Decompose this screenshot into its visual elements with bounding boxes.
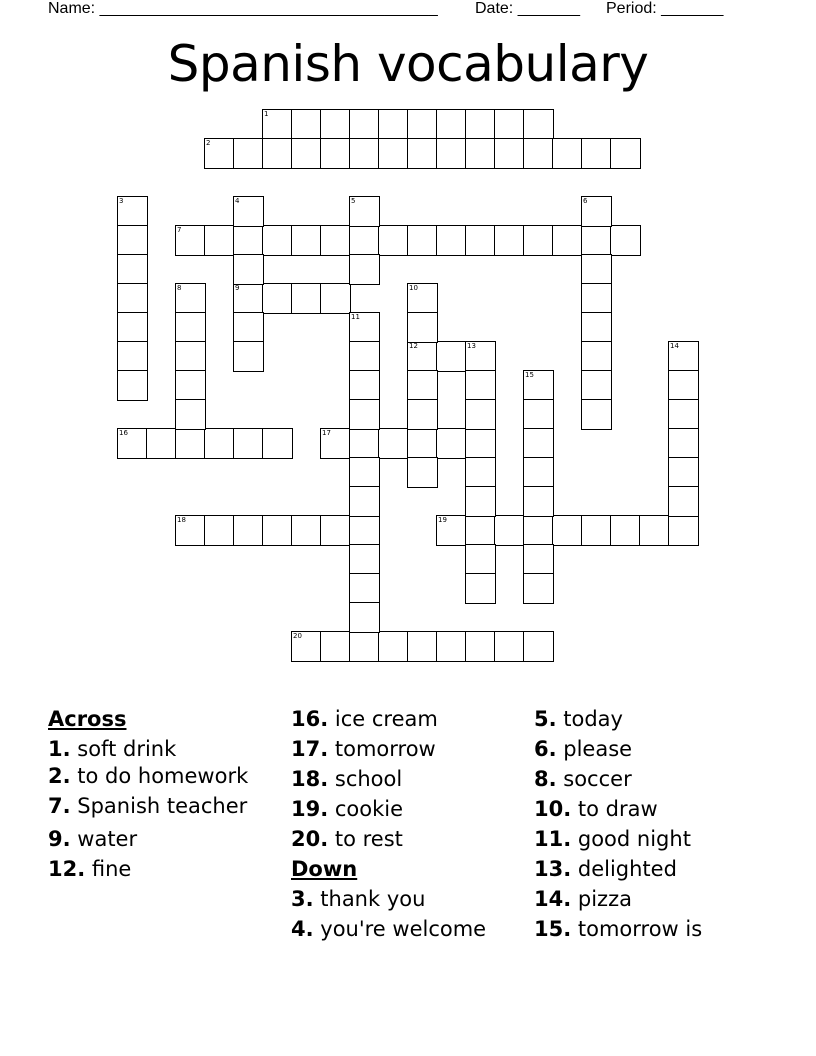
grid-cell[interactable]: [552, 138, 583, 169]
clue-item-text: soccer: [556, 767, 632, 791]
clue-item: [291, 914, 521, 944]
grid-cell[interactable]: [465, 399, 496, 430]
grid-cell[interactable]: [639, 515, 670, 546]
grid-cell[interactable]: [552, 225, 583, 256]
clue-item: [534, 884, 794, 914]
grid-cell[interactable]: [117, 254, 148, 285]
clue-item: [534, 854, 794, 884]
grid-cell[interactable]: [407, 225, 438, 256]
clue-number-label: 4: [235, 197, 240, 205]
grid-cell[interactable]: [581, 225, 612, 256]
grid-cell[interactable]: [349, 254, 380, 285]
grid-cell[interactable]: [523, 573, 554, 604]
grid-cell[interactable]: [378, 109, 409, 140]
name-field[interactable]: Name: ______________________________________: [48, 0, 438, 17]
grid-cell[interactable]: [436, 631, 467, 662]
grid-cell[interactable]: [349, 602, 380, 633]
clue-number-label: 20: [293, 632, 302, 640]
clue-item-text: good night: [571, 827, 691, 851]
grid-cell[interactable]: [581, 312, 612, 343]
grid-cell[interactable]: [204, 428, 235, 459]
grid-cell[interactable]: [465, 631, 496, 662]
grid-cell[interactable]: [175, 399, 206, 430]
clue-item: [291, 764, 521, 794]
clue-item-text: today: [556, 707, 623, 731]
grid-cell[interactable]: [349, 515, 380, 546]
grid-cell[interactable]: [465, 544, 496, 575]
clue-number-label: 10: [409, 284, 418, 292]
clue-item-text: Spanish teacher: [70, 794, 248, 818]
grid-cell[interactable]: [407, 138, 438, 169]
clue-item-number: 11.: [534, 827, 572, 851]
clue-item: [291, 734, 521, 764]
grid-cell[interactable]: [233, 312, 264, 343]
clue-item: [534, 824, 794, 854]
grid-cell[interactable]: [523, 631, 554, 662]
clue-item-text: please: [556, 737, 633, 761]
clue-item-number: 16.: [291, 707, 329, 731]
grid-cell[interactable]: [262, 283, 293, 314]
grid-cell[interactable]: [117, 225, 148, 256]
clue-item-text: to draw: [571, 797, 658, 821]
grid-cell[interactable]: [581, 138, 612, 169]
clue-item: [291, 824, 521, 854]
grid-cell[interactable]: [349, 486, 380, 517]
grid-cell[interactable]: [233, 428, 264, 459]
clues-column-1: [48, 704, 268, 884]
grid-cell[interactable]: [668, 399, 699, 430]
clue-number-label: 16: [119, 429, 128, 437]
grid-cell[interactable]: [320, 225, 351, 256]
clue-item: [291, 884, 521, 914]
clue-number-label: 14: [670, 342, 679, 350]
clue-item-number: 4.: [291, 917, 314, 941]
grid-cell[interactable]: [581, 254, 612, 285]
grid-cell[interactable]: [175, 312, 206, 343]
clue-item-number: 9.: [48, 827, 71, 851]
clue-item-text: tomorrow is: [571, 917, 703, 941]
grid-cell[interactable]: [581, 283, 612, 314]
clue-number-label: 9: [235, 284, 240, 292]
clue-item-number: 12.: [48, 857, 86, 881]
clue-item-number: 6.: [534, 737, 557, 761]
grid-cell[interactable]: [523, 109, 554, 140]
clue-item-number: 18.: [291, 767, 329, 791]
grid-cell[interactable]: [668, 515, 699, 546]
grid-cell[interactable]: [378, 428, 409, 459]
clue-item-number: 20.: [291, 827, 329, 851]
grid-cell[interactable]: [349, 341, 380, 372]
clue-item: [291, 704, 521, 734]
grid-cell[interactable]: [349, 138, 380, 169]
grid-cell[interactable]: [291, 138, 322, 169]
grid-cell[interactable]: [668, 457, 699, 488]
clue-item: [48, 854, 268, 884]
grid-cell[interactable]: [523, 428, 554, 459]
clue-item-text: thank you: [313, 887, 426, 911]
grid-cell[interactable]: [407, 631, 438, 662]
grid-cell[interactable]: [494, 138, 525, 169]
grid-cell[interactable]: [378, 225, 409, 256]
clue-number-label: 15: [525, 371, 534, 379]
grid-cell[interactable]: [523, 544, 554, 575]
grid-cell[interactable]: [436, 138, 467, 169]
grid-cell[interactable]: [465, 109, 496, 140]
clue-number-label: 12: [409, 342, 418, 350]
grid-cell[interactable]: [349, 225, 380, 256]
grid-cell[interactable]: [349, 428, 380, 459]
grid-cell[interactable]: [436, 109, 467, 140]
clue-item: [48, 824, 268, 854]
grid-cell[interactable]: [320, 631, 351, 662]
clue-item: [534, 764, 794, 794]
grid-cell[interactable]: [494, 109, 525, 140]
grid-cell[interactable]: [581, 515, 612, 546]
grid-cell[interactable]: [117, 341, 148, 372]
clue-number-label: 8: [177, 284, 182, 292]
grid-cell[interactable]: [407, 457, 438, 488]
clue-number-label: 19: [438, 516, 447, 524]
grid-cell[interactable]: [291, 225, 322, 256]
clue-item-text: to rest: [328, 827, 403, 851]
grid-cell[interactable]: [581, 341, 612, 372]
grid-cell[interactable]: [117, 283, 148, 314]
clue-number-label: 1: [264, 110, 269, 118]
grid-cell[interactable]: [407, 428, 438, 459]
grid-cell[interactable]: [291, 515, 322, 546]
grid-cell[interactable]: [523, 515, 554, 546]
grid-cell[interactable]: [668, 428, 699, 459]
grid-cell[interactable]: [262, 138, 293, 169]
across-heading: Across: [48, 707, 127, 731]
grid-cell[interactable]: [146, 428, 177, 459]
grid-cell[interactable]: [349, 457, 380, 488]
grid-cell[interactable]: [465, 573, 496, 604]
grid-cell[interactable]: [378, 631, 409, 662]
clue-item-number: 2.: [48, 764, 71, 788]
clue-item-number: 19.: [291, 797, 329, 821]
grid-cell[interactable]: [349, 399, 380, 430]
grid-cell[interactable]: [407, 109, 438, 140]
date-field[interactable]: Date: _______: [475, 0, 580, 17]
grid-cell[interactable]: [320, 138, 351, 169]
clue-item-number: 17.: [291, 737, 329, 761]
clue-number-label: 11: [351, 313, 360, 321]
clue-item-text: ice cream: [328, 707, 438, 731]
grid-cell[interactable]: [465, 428, 496, 459]
grid-cell[interactable]: [349, 109, 380, 140]
grid-cell[interactable]: [610, 138, 641, 169]
grid-cell[interactable]: [436, 341, 467, 372]
grid-cell[interactable]: [494, 515, 525, 546]
grid-cell[interactable]: [581, 370, 612, 401]
grid-cell[interactable]: [262, 428, 293, 459]
clue-item-text: water: [70, 827, 138, 851]
grid-cell[interactable]: [117, 370, 148, 401]
grid-cell[interactable]: [233, 138, 264, 169]
grid-cell[interactable]: [668, 370, 699, 401]
grid-cell[interactable]: [175, 428, 206, 459]
clue-item-number: 14.: [534, 887, 572, 911]
clue-item-number: 5.: [534, 707, 557, 731]
grid-cell[interactable]: [378, 138, 409, 169]
clue-item-number: 15.: [534, 917, 572, 941]
grid-cell[interactable]: [407, 312, 438, 343]
grid-cell[interactable]: [610, 515, 641, 546]
clue-item-text: delighted: [571, 857, 677, 881]
clue-item-number: 7.: [48, 794, 71, 818]
grid-cell[interactable]: [233, 225, 264, 256]
clue-item-number: 3.: [291, 887, 314, 911]
clue-item-text: fine: [85, 857, 132, 881]
clue-item-text: pizza: [571, 887, 632, 911]
clue-number-label: 7: [177, 226, 182, 234]
clue-item-text: cookie: [328, 797, 404, 821]
grid-cell[interactable]: [233, 341, 264, 372]
grid-cell[interactable]: [291, 109, 322, 140]
grid-cell[interactable]: [610, 225, 641, 256]
grid-cell[interactable]: [349, 573, 380, 604]
clue-item-number: 1.: [48, 737, 71, 761]
grid-cell[interactable]: [291, 283, 322, 314]
clue-item-text: soft drink: [70, 737, 177, 761]
grid-cell[interactable]: [494, 225, 525, 256]
clue-number-label: 6: [583, 197, 588, 205]
grid-cell[interactable]: [320, 515, 351, 546]
grid-cell[interactable]: [523, 457, 554, 488]
grid-cell[interactable]: [465, 457, 496, 488]
clue-item-number: 10.: [534, 797, 572, 821]
grid-cell[interactable]: [668, 486, 699, 517]
clues-column-3: [534, 704, 794, 944]
grid-cell[interactable]: [349, 631, 380, 662]
clue-item-text: school: [328, 767, 403, 791]
grid-cell[interactable]: [233, 254, 264, 285]
grid-cell[interactable]: [436, 428, 467, 459]
grid-cell[interactable]: [320, 109, 351, 140]
grid-cell[interactable]: [523, 399, 554, 430]
grid-cell[interactable]: [523, 486, 554, 517]
clue-item-text: tomorrow: [328, 737, 436, 761]
grid-cell[interactable]: [117, 312, 148, 343]
clue-item: [534, 794, 794, 824]
grid-cell[interactable]: [204, 515, 235, 546]
grid-cell[interactable]: [465, 370, 496, 401]
grid-cell[interactable]: [262, 225, 293, 256]
clue-item-text: you're welcome: [313, 917, 487, 941]
grid-cell[interactable]: [494, 631, 525, 662]
grid-cell[interactable]: [262, 515, 293, 546]
down-heading: Down: [291, 857, 358, 881]
clue-item: [534, 914, 794, 944]
grid-cell[interactable]: [204, 225, 235, 256]
clue-item-number: 8.: [534, 767, 557, 791]
clue-item: [48, 764, 268, 794]
grid-cell[interactable]: [523, 138, 554, 169]
grid-cell[interactable]: [523, 225, 554, 256]
clue-number-label: 3: [119, 197, 124, 205]
clue-item: [48, 734, 268, 764]
clues-column-2: [291, 704, 521, 944]
grid-cell[interactable]: [407, 370, 438, 401]
grid-cell[interactable]: [465, 486, 496, 517]
grid-cell[interactable]: [552, 515, 583, 546]
clue-item: [534, 734, 794, 764]
grid-cell[interactable]: [581, 399, 612, 430]
grid-cell[interactable]: [407, 399, 438, 430]
clue-number-label: 13: [467, 342, 476, 350]
clue-number-label: 17: [322, 429, 331, 437]
grid-cell[interactable]: [465, 515, 496, 546]
clue-item: [291, 794, 521, 824]
clue-number-label: 18: [177, 516, 186, 524]
period-field[interactable]: Period: _______: [606, 0, 724, 17]
clue-item-text: to do homework: [70, 764, 249, 788]
grid-cell[interactable]: [175, 370, 206, 401]
grid-cell[interactable]: [320, 283, 351, 314]
clue-item: [48, 794, 268, 824]
grid-cell[interactable]: [465, 138, 496, 169]
grid-cell[interactable]: [436, 225, 467, 256]
grid-cell[interactable]: [233, 515, 264, 546]
grid-cell[interactable]: [349, 544, 380, 575]
page-title: Spanish vocabulary: [167, 35, 649, 93]
grid-cell[interactable]: [465, 225, 496, 256]
clue-item: [534, 704, 794, 734]
grid-cell[interactable]: [175, 341, 206, 372]
grid-cell[interactable]: [349, 370, 380, 401]
clue-item-number: 13.: [534, 857, 572, 881]
clue-number-label: 2: [206, 139, 211, 147]
clue-number-label: 5: [351, 197, 356, 205]
